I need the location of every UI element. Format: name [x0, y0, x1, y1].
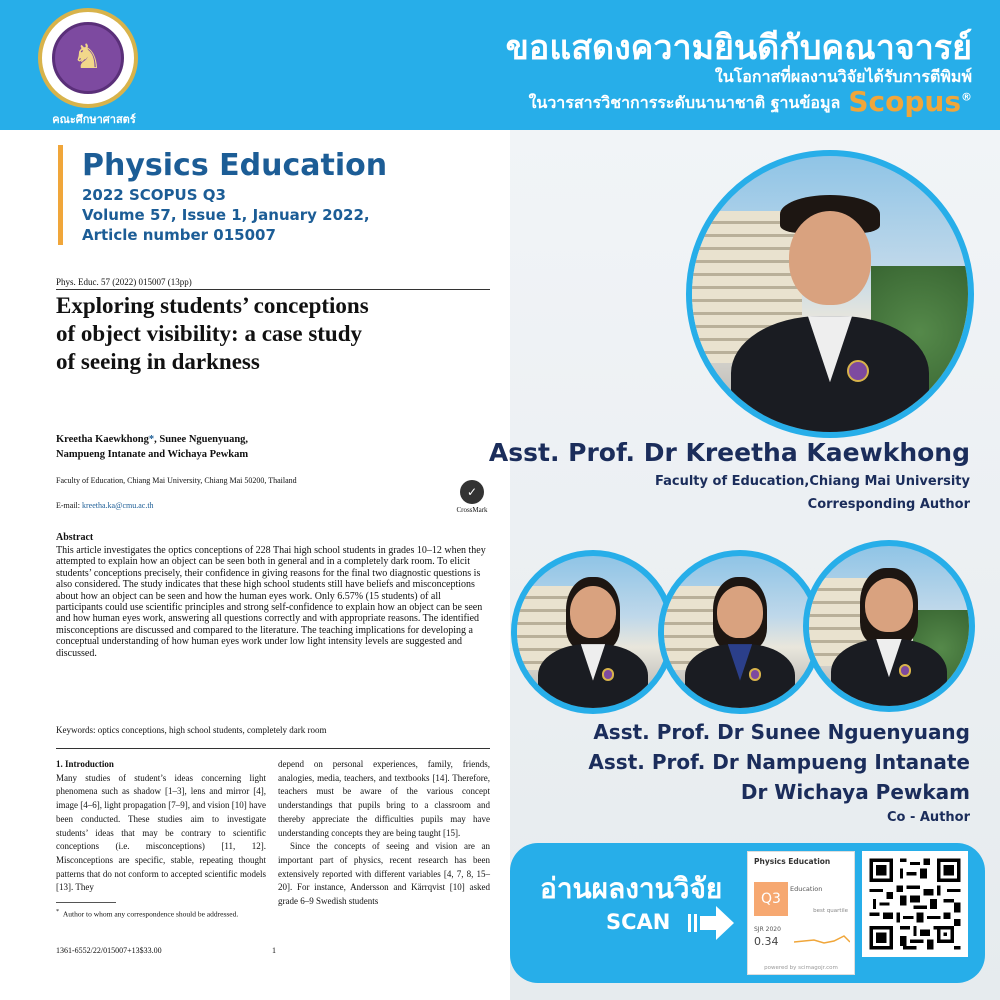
read-research-label: อ่านผลงานวิจัย	[540, 872, 723, 905]
face	[570, 586, 616, 638]
footnote-mark: *	[56, 908, 60, 915]
scimago-journal: Physics Education	[754, 857, 831, 866]
quartile-badge: Q3	[754, 882, 788, 916]
faculty-pin-icon	[847, 360, 869, 382]
journal-rank: 2022 SCOPUS Q3	[82, 186, 226, 204]
face	[717, 586, 763, 638]
footnote	[56, 908, 266, 919]
body-column-2	[278, 758, 490, 909]
face	[789, 211, 872, 305]
col2-paragraph-2: Since the concepts of seeing and vision are an important part of physics, recent research has been extensively reported with different variables [4, 7, 8, 15–20]. For instance, Andersson and Kärrqvist [10] asked grade 6–9 Swedish students	[278, 841, 490, 907]
portrait-coauthor-2	[658, 550, 822, 714]
faculty-caption: คณะศึกษาศาสตร์	[52, 113, 136, 126]
main-author-role: Corresponding Author	[807, 497, 970, 512]
scan-label: SCAN	[606, 910, 671, 934]
author-rest: , Sunee Nguenyuang,	[154, 434, 249, 445]
article-title: Exploring students’ conceptions of object visibility: a case study of seeing in darkness	[56, 293, 369, 374]
qr-code-icon[interactable]	[862, 851, 968, 957]
congratulations-title: ขอแสดงความยินดีกับคณาจารย์	[505, 28, 972, 68]
body-column-1	[56, 758, 266, 895]
coauthor-name-3: Dr Wichaya Pewkam	[740, 780, 970, 804]
footer-issn: 1361-6552/22/015007+13$33.00	[56, 946, 162, 955]
portrait-coauthor-1	[511, 550, 675, 714]
journal-name: Physics Education	[82, 148, 388, 183]
corresponding-mark: *	[148, 434, 155, 445]
sjr-trend-sparkline	[794, 930, 850, 948]
email-link[interactable]: kreetha.ka@cmu.ac.th	[82, 501, 154, 510]
scopus-text: Scopus	[848, 85, 961, 118]
coauthor-name-2: Asst. Prof. Dr Nampueng Intanate	[588, 750, 970, 774]
abstract-text: This article investigates the optics conceptions of 228 Thai high school students in grades 10–12 when they attempted to explain how an object can be seen both in general and in a completely dark room. To elicit students’ conceptions precisely, their confidence in giving reasons for the final two diagnostic questions is also considered. The study indicates that these high school students still have beliefs and misconceptions about how an object can be seen and how the human eyes work. Only 6.57% (15 students) of all participants could use scientific principles and strong self-confidence to explain how an object can be seen and how human eyes work, answering all questions correctly and with appropriate reasons. The identified misconceptions are discussed and compared to the literature. The teaching implications for developing a conceptual understanding of how human eyes work under low light intensity levels are suggested and discussed.	[56, 545, 486, 659]
footer-page: 1	[272, 946, 276, 955]
header-rule	[56, 289, 490, 290]
email-line	[56, 501, 154, 510]
journal-volume: Volume 57, Issue 1, January 2022,	[82, 206, 370, 224]
journal-meta	[82, 185, 370, 245]
keywords: Keywords: optics conceptions, high school students, completely dark room	[56, 725, 327, 735]
scimago-widget[interactable]	[747, 851, 855, 975]
scimago-category: Education	[790, 885, 823, 893]
elephant-emblem-icon	[52, 22, 124, 94]
faculty-pin-icon	[749, 668, 761, 680]
sjr-year: SJR 2020	[754, 926, 781, 933]
portrait-main-author	[686, 150, 974, 438]
intro-text: Many studies of student’s ideas concerning light phenomena such as shadow [1–3], lens and mirror [4], image [4–6], light propagation [7–9], and vision [10] have been conducted. These studies aim to investigate students’ ideas that may be contrary to scientific conceptions (i.e. misconceptions) [11, 12]. Misconceptions are specific, stable, repeating thought patterns that do not conform to accepted scientific models [13]. They	[56, 772, 266, 893]
sjr-value: 0.34	[754, 935, 779, 948]
crossmark-icon: ✓	[460, 480, 484, 504]
face	[865, 578, 913, 632]
email-label: E-mail:	[56, 501, 82, 510]
col2-paragraph-1: depend on personal experiences, family, friends, analogies, media, teachers, and textbooks [14]. Therefore, teachers must be aware of the various concept understandings that pupils bring to a classroom and thereby appreciate the difficulties pupils may have understanding concepts they are being taught [15].	[278, 759, 490, 838]
main-author-affiliation: Faculty of Education,Chiang Mai University	[654, 474, 970, 489]
header-subtitle-1: ในโอกาสที่ผลงานวิจัยได้รับการตีพิมพ์	[714, 67, 972, 86]
journal-article-number: Article number 015007	[82, 226, 276, 244]
arrow-right-icon	[688, 906, 734, 940]
faculty-pin-icon	[602, 668, 614, 680]
portrait-coauthor-3	[803, 540, 975, 712]
footnote-rule	[56, 902, 116, 903]
coauthor-name-1: Asst. Prof. Dr Sunee Nguenyuang	[593, 720, 970, 744]
author-line-2: Nampueng Intanate and Wichaya Pewkam	[56, 449, 249, 460]
crossmark-badge[interactable]	[452, 480, 492, 514]
section-rule	[56, 748, 490, 749]
scimago-powered-by: powered by scimagojr.com	[764, 965, 838, 971]
faculty-logo	[38, 8, 138, 108]
header-subtitle-2-text: ในวารสารวิชาการระดับนานาชาติ ฐานข้อมูล	[528, 93, 841, 112]
scopus-logo	[848, 85, 972, 118]
citation: Phys. Educ. 57 (2022) 015007 (13pp)	[56, 277, 192, 287]
footnote-text: Author to whom any correspondence should be addressed.	[62, 909, 239, 919]
best-quartile-label: best quartile	[813, 908, 848, 914]
coauthor-role: Co - Author	[886, 810, 970, 825]
abstract-heading: Abstract	[56, 532, 94, 543]
crossmark-label: CrossMark	[456, 506, 488, 514]
journal-accent-bar	[58, 145, 63, 245]
author-list	[56, 432, 356, 462]
header-subtitle-2	[528, 85, 972, 118]
author-first: Kreetha Kaewkhong	[56, 434, 149, 445]
elephant-icon: ♞	[72, 37, 103, 77]
scopus-mark: ®	[961, 90, 972, 104]
main-author-name: Asst. Prof. Dr Kreetha Kaewkhong	[488, 438, 970, 467]
affiliation: Faculty of Education, Chiang Mai University, Chiang Mai 50200, Thailand	[56, 476, 297, 485]
intro-heading: 1. Introduction	[56, 759, 114, 769]
